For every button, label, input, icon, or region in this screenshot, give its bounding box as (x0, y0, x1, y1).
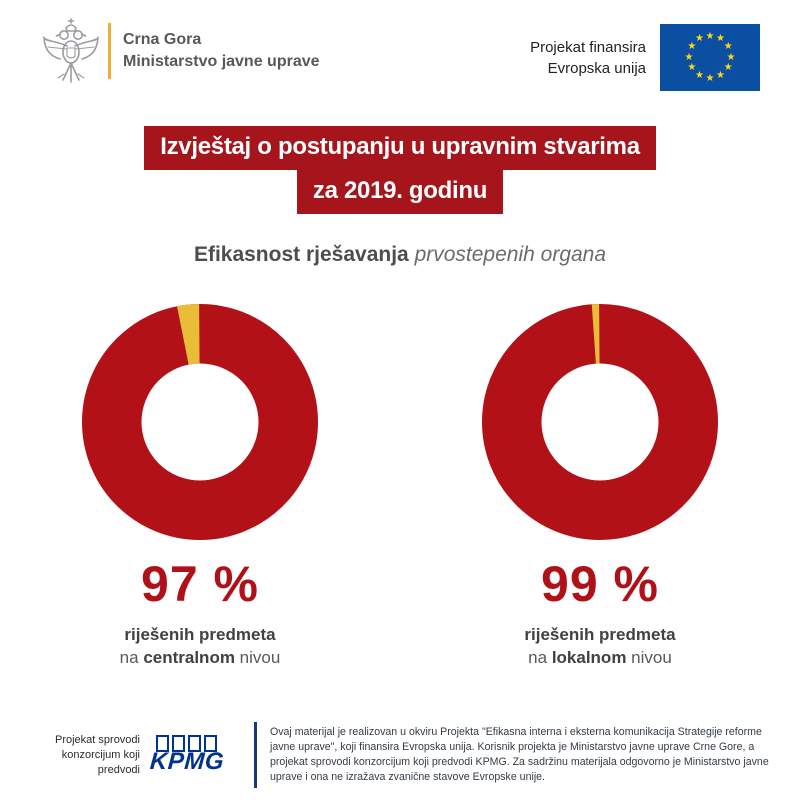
implementer-line1: Projekat sprovodi (55, 733, 140, 746)
caption-prefix: na (528, 648, 552, 667)
eu-star-icon: ★ (687, 41, 697, 52)
kpmg-wordmark: KPMG (149, 747, 225, 775)
subtitle-bold: Efikasnost rješavanja (193, 243, 409, 266)
caption-level: lokalnom (551, 648, 627, 667)
implementer-line2: konzorcijum koji predvodi (61, 748, 140, 776)
eu-funding-branding (530, 24, 760, 91)
caption-suffix: nivou (626, 648, 672, 667)
chart-central-level (0, 303, 400, 668)
caption-suffix: nivou (234, 648, 281, 667)
page-title-line2: za 2019. godinu (297, 170, 503, 214)
eu-star-icon: ★ (716, 69, 725, 81)
eu-star-icon: ★ (695, 33, 704, 45)
chart-caption-line1: riješenih predmeta (124, 625, 276, 644)
subtitle-italic: prvostepenih organa (414, 243, 607, 266)
eu-funding-line1: Projekat finansira (530, 38, 646, 56)
eu-star-icon: ★ (726, 51, 736, 63)
donut-chart-local-icon (481, 303, 719, 541)
header (40, 16, 760, 91)
caption-prefix: na (119, 648, 144, 667)
government-branding (40, 16, 320, 86)
title-block (0, 126, 800, 214)
page-title-line1: Izvještaj o postupanju u upravnim stvarima (144, 126, 656, 170)
footer-divider (254, 722, 257, 788)
disclaimer-text: Ovaj materijal je realizovan u okviru Projekta "Efikasna interna i eksterna komunikacija Strategije reforme javne uprave", koji finansira Evropska unija. Korisnik projekta je Ministarstvo javne uprave Crne Gore, a projekat sprovodi konzorcijum koji predvodi KPMG. Za sadržinu materijala odgovorno je Ministarstvo javne uprave i ona ne izražava zvanične stavove Evropske unije. (270, 726, 769, 783)
chart-local-level (400, 303, 800, 668)
eu-star-icon: ★ (695, 69, 704, 81)
implementer-note (22, 733, 140, 778)
percent-value-central: 97 % (141, 556, 259, 612)
ministry-name: Ministarstvo javne uprave (123, 53, 320, 70)
eu-star-icon: ★ (705, 30, 715, 42)
gold-divider (108, 23, 111, 79)
eu-funding-line2: Evropska unija (547, 59, 646, 77)
eu-star-icon: ★ (723, 41, 733, 52)
eu-star-icon: ★ (687, 62, 697, 73)
eu-star-icon: ★ (705, 72, 715, 84)
eu-star-icon: ★ (684, 51, 694, 63)
percent-value-local: 99 % (541, 556, 659, 612)
donut-chart-central-icon (81, 303, 319, 541)
subtitle (0, 243, 800, 267)
country-name: Crna Gora (123, 31, 202, 48)
eu-star-icon: ★ (723, 62, 733, 73)
montenegro-coat-of-arms-icon (40, 16, 102, 86)
charts-row (0, 303, 800, 668)
eu-star-icon: ★ (716, 33, 725, 45)
footer (0, 722, 800, 788)
caption-level: centralnom (143, 648, 235, 667)
kpmg-logo (150, 735, 228, 776)
chart-caption-line1: riješenih predmeta (524, 625, 676, 644)
eu-flag-icon (660, 24, 760, 91)
chart-caption-line2 (120, 648, 281, 668)
chart-caption-line2 (528, 648, 672, 668)
